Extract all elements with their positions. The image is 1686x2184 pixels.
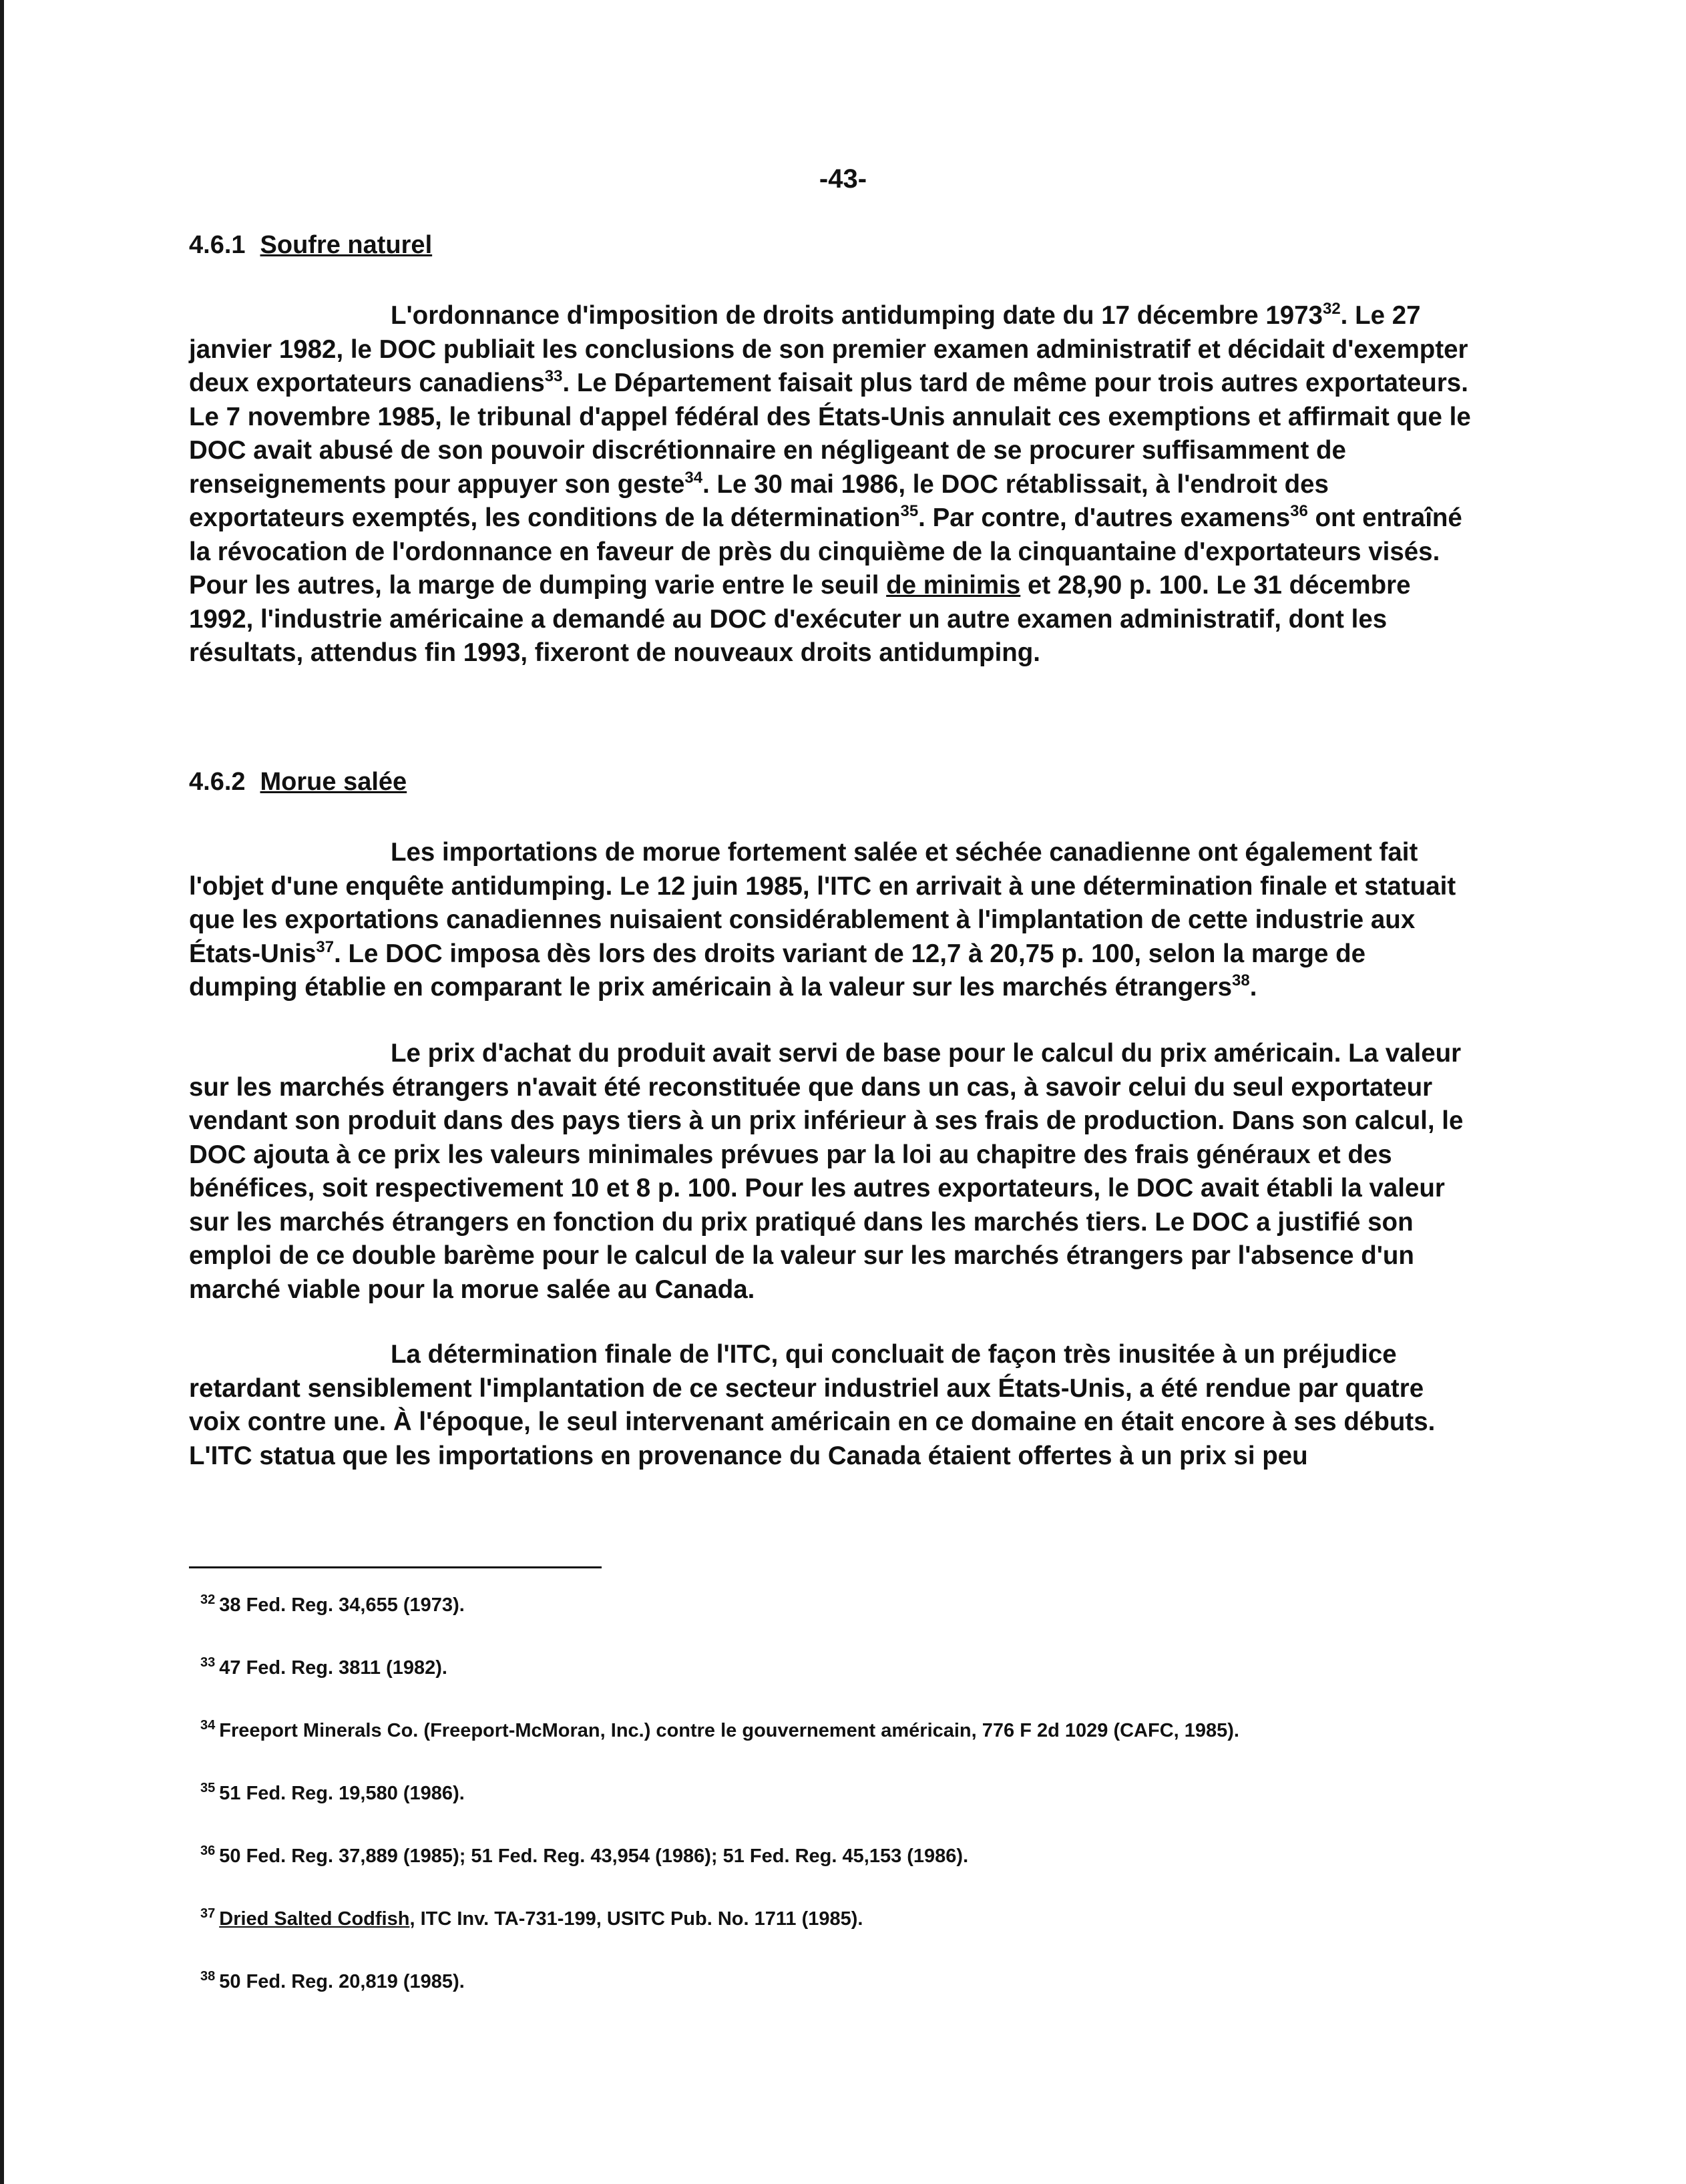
text-run: . Le Département faisait plus tard de même pour trois autres exportateurs. Le 7 novembre 1985, le tribunal d'appel fédéral des États-Unis annulait ces exemptions et affirmait que le DOC avait abusé de son pouvoir discrétionnaire en négligeant de se procurer suffisamment de renseignements pour appuyer son geste [189, 369, 1471, 499]
footnote-number: 32 [200, 1592, 216, 1607]
footnote-number: 33 [200, 1655, 216, 1670]
page-scan-edge [0, 0, 4, 2184]
footnote-number: 37 [200, 1906, 216, 1921]
footnote-number: 34 [200, 1718, 216, 1733]
text-run: 50 Fed. Reg. 20,819 (1985). [219, 1971, 465, 1992]
text-run: 38 Fed. Reg. 34,655 (1973). [219, 1594, 465, 1616]
section-heading-4-6-1 [189, 231, 432, 260]
footnote-38 [200, 1971, 465, 1993]
text-run: . [1249, 973, 1257, 1002]
text-run: 50 Fed. Reg. 37,889 (1985); 51 Fed. Reg. 43,954 (1986); 51 Fed. Reg. 45,153 (1986). [219, 1845, 969, 1867]
text-run: 47 Fed. Reg. 3811 (1982). [219, 1657, 447, 1679]
paragraph-morue-1 [189, 836, 1471, 1005]
text-run: . Le DOC imposa dès lors des droits variant de 12,7 à 20,75 p. 100, selon la marge de dumping établie en comparant le prix américain à la valeur sur les marchés étrangers [189, 939, 1366, 1002]
text-run: La détermination finale de l'ITC, qui concluait de façon très inusitée à un préjudice retardant sensiblement l'implantation de ce secteur industriel aux États-Unis, a été rendue par quatre voix contre une. À l'époque, le seul intervenant américain en ce domaine en était encore à ses débuts. L'ITC statua que les importations en provenance du Canada étaient offertes à un prix si peu [189, 1340, 1436, 1470]
footnote-33 [200, 1657, 447, 1679]
text-run: 51 Fed. Reg. 19,580 (1986). [219, 1783, 465, 1804]
text-run: et 28,90 p. 100. Le 31 décembre 1992, l'industrie américaine a demandé au DOC d'exécuter un autre examen administratif, dont les résultats, attendus fin 1993, fixeront de nouveaux droits antidumping. [189, 571, 1411, 667]
text-run: Freeport Minerals Co. (Freeport-McMoran, Inc.) contre le gouvernement américain, 776 F 2d 1029 (CAFC, 1985). [219, 1720, 1239, 1741]
section-number: 4.6.2 [189, 768, 246, 796]
footnote-ref-36: 36 [1290, 502, 1308, 520]
text-run: . Par contre, d'autres examens [918, 503, 1291, 532]
footnote-number: 35 [200, 1781, 216, 1795]
text-run: ont entraîné la révocation de l'ordonnance en faveur de près du cinquième de la cinquantaine d'exportateurs visés. Pour les autres, la marge de dumping varie entre le seuil [189, 503, 1462, 600]
paragraph-soufre-1 [189, 299, 1471, 670]
footnote-37 [200, 1908, 863, 1930]
text-run: . Le 30 mai 1986, le DOC rétablissait, à l'endroit des exportateurs exemptés, les conditions de la détermination [189, 469, 1329, 532]
paragraph-morue-2 [189, 1037, 1471, 1307]
underlined-term: Dried Salted Codfish [219, 1908, 410, 1930]
section-title: Morue salée [260, 768, 407, 796]
section-title: Soufre naturel [260, 231, 433, 259]
footnote-ref-34: 34 [684, 468, 703, 487]
page-number: -43- [819, 164, 867, 194]
section-number: 4.6.1 [189, 231, 246, 259]
footnote-32 [200, 1594, 465, 1616]
footnote-ref-38: 38 [1232, 971, 1250, 990]
footnote-36 [200, 1845, 968, 1868]
footnote-ref-37: 37 [316, 937, 335, 956]
footnote-35 [200, 1783, 465, 1805]
text-run: Le prix d'achat du produit avait servi de base pour le calcul du prix américain. La valeur sur les marchés étrangers n'avait été reconstituée que dans un cas, à savoir celui du seul exportateur vendant son produit dans des pays tiers à un prix inférieur à ses frais de production. Dans son calcul, le DOC ajouta à ce prix les valeurs minimales prévues par la loi au chapitre des frais généraux et des bénéfices, soit respectivement 10 et 8 p. 100. Pour les autres exportateurs, le DOC avait établi la valeur sur les marchés étrangers en fonction du prix pratiqué dans les marchés tiers. Le DOC a justifié son emploi de ce double barème pour le calcul de la valeur sur les marchés étrangers par l'absence d'un marché viable pour la morue salée au Canada. [189, 1039, 1464, 1304]
footnote-ref-32: 32 [1322, 300, 1341, 318]
footnote-ref-35: 35 [900, 502, 919, 520]
footnote-number: 36 [200, 1843, 216, 1858]
footnote-ref-33: 33 [544, 367, 563, 385]
footnote-34 [200, 1720, 1239, 1742]
paragraph-morue-3 [189, 1338, 1471, 1473]
footnote-number: 38 [200, 1969, 216, 1984]
text-run: , ITC Inv. TA-731-199, USITC Pub. No. 1711 (1985). [409, 1908, 863, 1930]
text-run: Les importations de morue fortement salée et séchée canadienne ont également fait l'objet d'une enquête antidumping. Le 12 juin 1985, l'ITC en arrivait à une détermination finale et statuait que les exportations canadiennes nuisaient considérablement à l'implantation de cette industrie aux États-Unis [189, 838, 1456, 968]
text-run: L'ordonnance d'imposition de droits antidumping date du 17 décembre 1973 [391, 301, 1323, 330]
underlined-term: de minimis [886, 571, 1021, 600]
footnote-separator [189, 1566, 602, 1568]
text-run: . Le 27 janvier 1982, le DOC publiait les conclusions de son premier examen administratif et décidait d'exempter deux exportateurs canadiens [189, 301, 1468, 397]
section-heading-4-6-2 [189, 768, 407, 797]
